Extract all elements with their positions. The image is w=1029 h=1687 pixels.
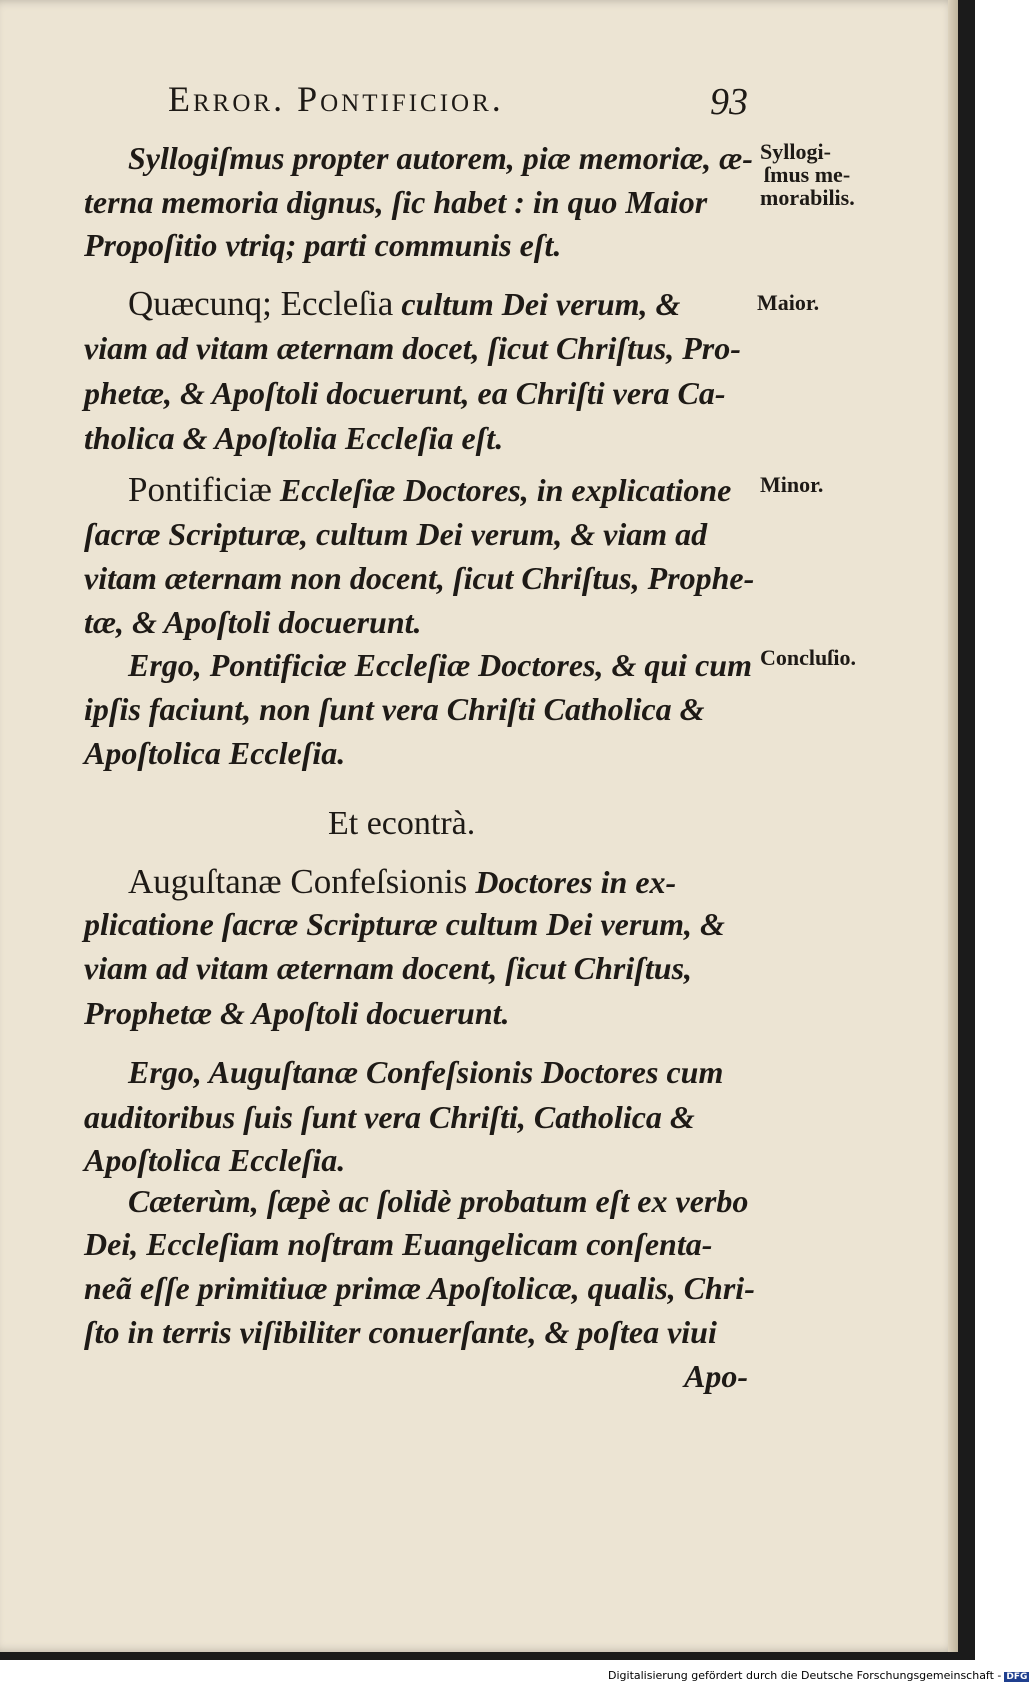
text-line: viam ad vitam æternam docet, ſicut Chriſtus, Pro- — [84, 330, 741, 366]
digitization-credit — [608, 1669, 1029, 1682]
roman-lead: Pontificiæ — [128, 470, 272, 509]
running-head: Error. Pontificior. — [168, 79, 504, 119]
roman-lead: Quæcunq; Eccleſia — [128, 284, 394, 323]
text-line: tæ, & Apoſtoli docuerunt. — [84, 604, 422, 640]
marginal-note-syllogismus — [760, 140, 855, 209]
marginal-line: morabilis. — [760, 185, 855, 210]
text-line: phetæ, & Apoſtoli docuerunt, ea Chriſti vera Ca- — [84, 375, 726, 411]
credit-text: Digitalisierung gefördert durch die Deutsche Forschungsgemeinschaft - — [608, 1669, 1002, 1682]
text-line: viam ad vitam æternam docent, ſicut Chriſtus, — [84, 950, 693, 986]
marginal-note-minor: Minor. — [760, 472, 824, 497]
text-line: Cæterùm, ſæpè ac ſolidè probatum eſt ex verbo — [128, 1183, 749, 1219]
marginal-note-maior: Maior. — [757, 290, 820, 315]
text-line: ſacræ Scripturæ, cultum Dei verum, & viam ad — [84, 516, 708, 552]
text-line: Apoſtolica Eccleſia. — [84, 735, 346, 771]
section-heading: Et econtrà. — [328, 805, 476, 842]
text-line: Dei, Eccleſiam noſtram Euangelicam conſenta- — [84, 1226, 713, 1262]
text-line: Ergo, Auguſtanæ Confeſsionis Doctores cum — [128, 1054, 724, 1090]
italic-run: Doctores in ex- — [467, 864, 677, 900]
text-line: ſto in terris viſibiliter conuerſante, & poſtea viui — [84, 1314, 717, 1350]
text-line: ipſis faciunt, non ſunt vera Chriſti Catholica & — [84, 691, 705, 727]
text-line — [128, 862, 676, 902]
text-line: Apoſtolica Eccleſia. — [84, 1142, 346, 1178]
text-line: Prophetæ & Apoſtoli docuerunt. — [84, 995, 510, 1031]
text-line: plicatione ſacræ Scripturæ cultum Dei verum, & — [84, 906, 725, 942]
italic-run: cultum Dei verum, & — [393, 286, 681, 322]
text-line — [128, 284, 680, 324]
text-line: vitam æternam non docent, ſicut Chriſtus, Prophe- — [84, 560, 755, 596]
text-line: Propoſitio vtriq; parti communis eſt. — [84, 227, 562, 263]
marginal-line: ſmus me- — [764, 162, 851, 187]
text-line: tholica & Apoſtolia Eccleſia eſt. — [84, 420, 504, 456]
catchword: Apo- — [684, 1358, 748, 1394]
text-line — [128, 470, 731, 510]
text-line: Ergo, Pontificiæ Eccleſiæ Doctores, & qui cum — [128, 647, 752, 683]
text-line: Syllogiſmus propter autorem, piæ memoriæ, æ- — [128, 140, 753, 176]
text-line: neã eſſe primitiuæ primæ Apoſtolicæ, qualis, Chri- — [84, 1270, 755, 1306]
page-number: 93 — [710, 81, 748, 123]
roman-lead: Auguſtanæ Confeſsionis — [128, 862, 468, 901]
marginal-note-conclusio: Concluſio. — [760, 645, 856, 670]
marginal-line: Syllogi- — [760, 139, 831, 164]
dfg-logo: DFG — [1006, 1672, 1028, 1682]
italic-run: Eccleſiæ Doctores, in explicatione — [271, 472, 732, 508]
text-line: auditoribus ſuis ſunt vera Chriſti, Catholica & — [84, 1099, 695, 1135]
text-line: terna memoria dignus, ſic habet : in quo Maior — [84, 184, 708, 220]
